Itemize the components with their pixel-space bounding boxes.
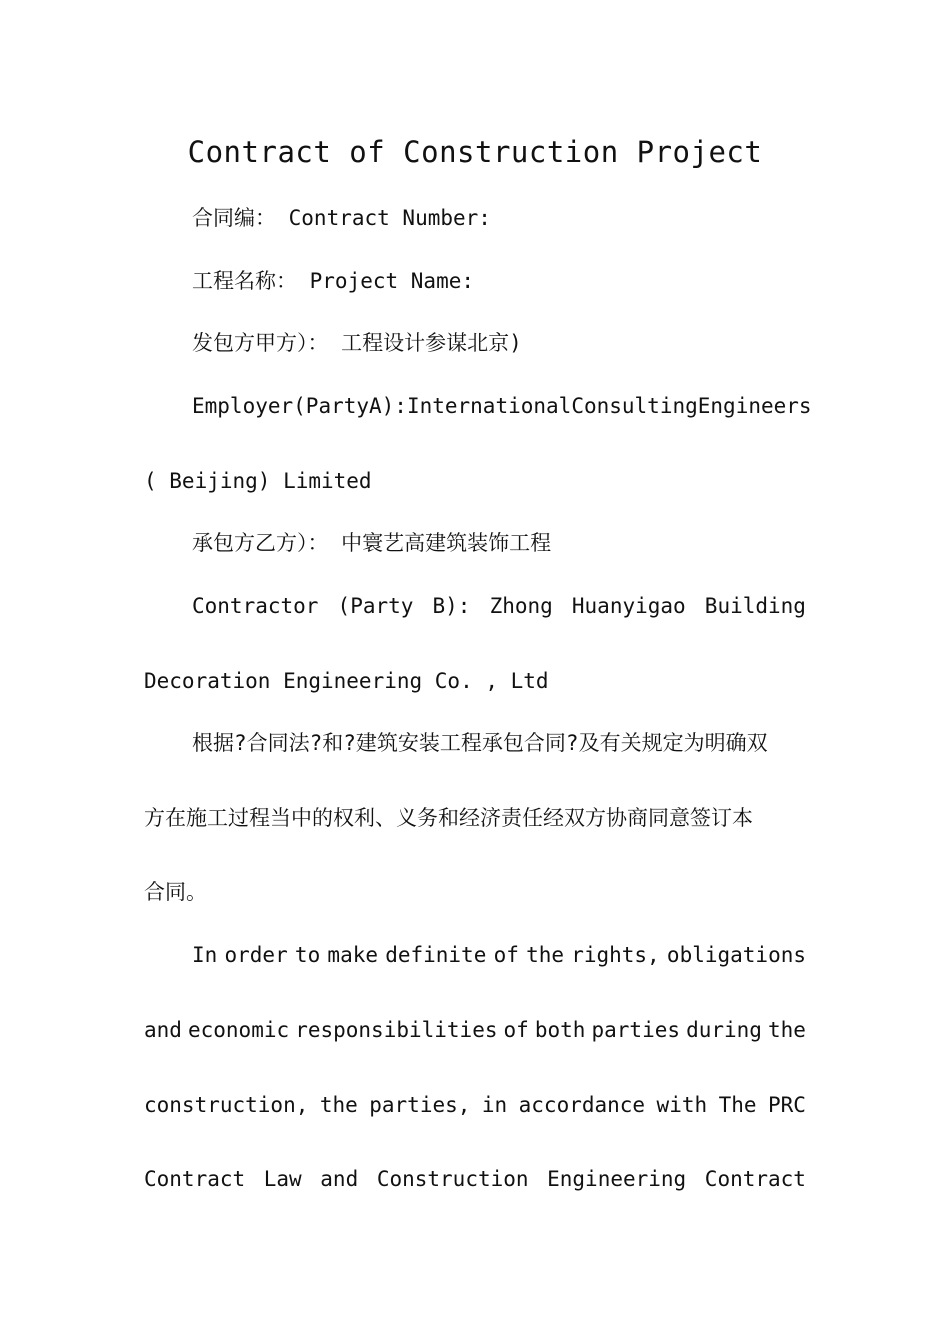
word: the (319, 1093, 358, 1117)
word: Engineering (547, 1167, 687, 1191)
word: of (503, 1018, 529, 1042)
word: obligations (666, 943, 806, 967)
word: parties (591, 1018, 681, 1042)
preamble-english-line-2 (144, 1014, 806, 1046)
preamble-chinese-line-3: 合同。 (144, 880, 207, 904)
word: with (656, 1093, 708, 1117)
word: construction, (144, 1093, 309, 1117)
preamble-chinese-line-2: 方在施工过程当中的权利、义务和经济责任经双方协商同意签订本 (144, 806, 753, 830)
word: Construction (376, 1167, 529, 1191)
preamble-english-line-1 (192, 939, 806, 971)
preamble-english-line-4 (144, 1163, 806, 1195)
word: rights, (571, 943, 660, 967)
word: responsibilities (295, 1018, 498, 1042)
word: make (327, 943, 378, 967)
word: economic (187, 1018, 290, 1042)
word: Engineers (697, 394, 812, 418)
contract-title: Contract of Construction Project (187, 135, 763, 169)
party-b-english-continuation: Decoration Engineering Co. , Ltd (144, 669, 549, 693)
word: Zhong (489, 594, 553, 618)
word: parties, (369, 1093, 471, 1117)
word: Contractor (192, 594, 319, 618)
word: the (767, 1018, 806, 1042)
word: (Party (293, 394, 370, 418)
word: of (493, 943, 519, 967)
word: definite (385, 943, 487, 967)
party-b-chinese-line: 承包方乙方）： 中寰艺高建筑装饰工程 (192, 531, 552, 555)
word: and (144, 1018, 182, 1042)
party-a-english-line (192, 390, 812, 422)
word: International (406, 394, 572, 418)
word: during (686, 1018, 762, 1042)
party-a-english-continuation: ( Beijing) Limited (144, 469, 372, 493)
preamble-english-line-3 (144, 1089, 806, 1121)
contract-number-line: 合同编： Contract Number: (192, 206, 491, 230)
word: In (192, 943, 218, 967)
word: Law (263, 1167, 302, 1191)
preamble-chinese-line-1: 根据?合同法?和?建筑安装工程承包合同?及有关规定为明确双 (192, 731, 768, 755)
word: Employer (192, 394, 294, 418)
word: (Party (337, 594, 414, 618)
word: Huanyigao (571, 594, 686, 618)
word: accordance (518, 1093, 646, 1117)
party-a-chinese-line: 发包方甲方）： 工程设计参谋北京) (192, 331, 522, 355)
word: PRC (768, 1093, 806, 1117)
word: Contract (144, 1167, 246, 1191)
word: the (526, 943, 564, 967)
word: The (718, 1093, 757, 1117)
project-name-line: 工程名称： Project Name: (192, 269, 475, 293)
word: to (294, 943, 321, 967)
word: both (534, 1018, 586, 1042)
word: and (320, 1167, 359, 1191)
party-b-english-line (192, 590, 806, 622)
word: B): (432, 594, 471, 618)
word: order (224, 943, 288, 967)
word: Consulting (571, 394, 698, 418)
word: in (481, 1093, 508, 1117)
word: A): (369, 394, 407, 418)
word: Building (704, 594, 806, 618)
word: Contract (704, 1167, 806, 1191)
